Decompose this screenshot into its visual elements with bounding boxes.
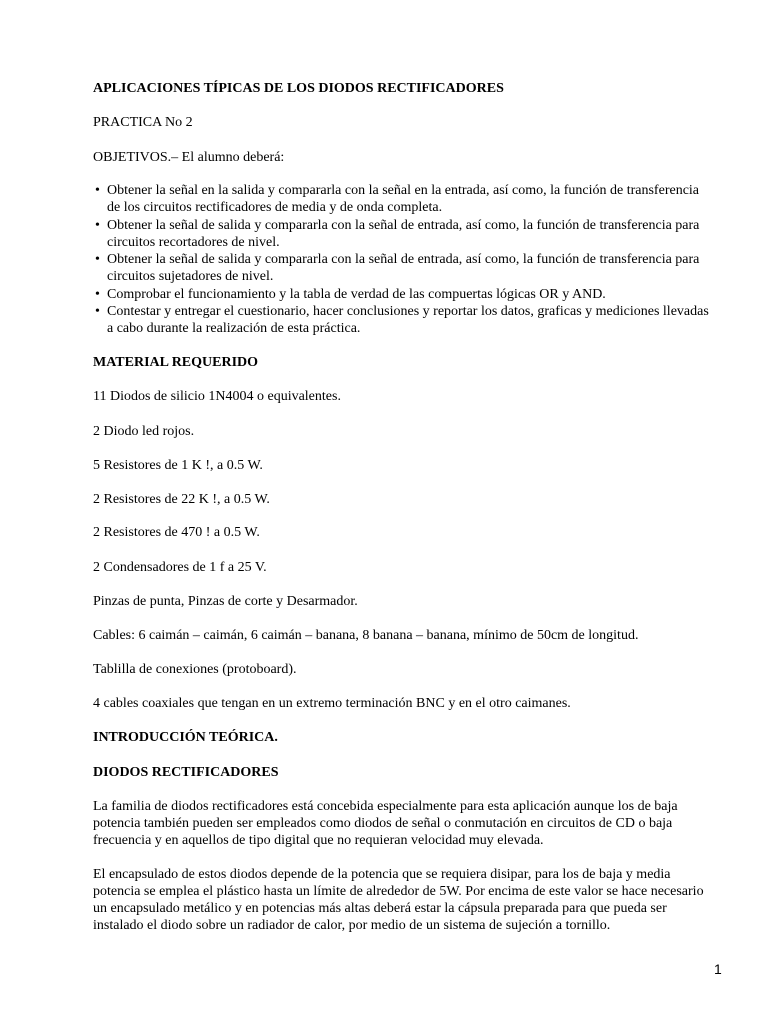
page-number: 1 [714, 961, 722, 977]
paragraph-line: frecuencia y en aquellos de tipo digital que no requieran velocidad muy elevada. [93, 833, 544, 848]
paragraph-line: potencia también pueden ser empleados como diodos de señal o conmutación en circuitos de CD o baja [93, 816, 673, 831]
objective-item-3-line1: Obtener la señal de salida y compararla con la señal de entrada, así como, la función de transferencia para [107, 252, 700, 267]
objectives-heading: OBJETIVOS.– El alumno deberá: [93, 150, 285, 165]
objective-item-1-line1: Obtener la señal en la salida y compararla con la señal en la entrada, así como, la función de transferencia [107, 183, 700, 198]
practice-number: PRACTICA No 2 [93, 115, 193, 130]
objective-item-5-line2: a cabo durante la realización de esta práctica. [107, 321, 361, 336]
material-item: 2 Resistores de 470 ! a 0.5 W. [93, 525, 260, 540]
paragraph-line: La familia de diodos rectificadores está concebida especialmente para esta aplicación aunque los de baja [93, 799, 678, 814]
objective-item-5-line1: Contestar y entregar el cuestionario, hacer conclusiones y reportar los datos, graficas y mediciones llevadas [107, 304, 709, 319]
bullet-marker: • [95, 287, 100, 302]
objective-item-2-line1: Obtener la señal de salida y compararla con la señal de entrada, así como, la función de transferencia para [107, 218, 700, 233]
paragraph-line: potencia se emplea el plástico hasta un límite de alrededor de 5W. Por encima de este valor se hace necesario [93, 884, 704, 899]
paragraph-line: El encapsulado de estos diodos depende de la potencia que se requiera disipar, para los de baja y media [93, 867, 671, 882]
material-item: 2 Resistores de 22 K !, a 0.5 W. [93, 492, 270, 507]
bullet-marker: • [95, 252, 100, 267]
material-item: Tablilla de conexiones (protoboard). [93, 662, 297, 677]
objective-item-4-line1: Comprobar el funcionamiento y la tabla de verdad de las compuertas lógicas OR y AND. [107, 287, 606, 302]
material-item: Pinzas de punta, Pinzas de corte y Desarmador. [93, 594, 358, 609]
intro-heading: INTRODUCCIÓN TEÓRICA. [93, 730, 278, 745]
material-item: 2 Diodo led rojos. [93, 424, 195, 439]
objective-item-1-line2: de los circuitos rectificadores de media y de onda completa. [107, 200, 443, 215]
material-item: 2 Condensadores de 1 f a 25 V. [93, 560, 267, 575]
material-heading: MATERIAL REQUERIDO [93, 355, 259, 370]
material-item: 5 Resistores de 1 K !, a 0.5 W. [93, 458, 263, 473]
bullet-marker: • [95, 304, 100, 319]
bullet-marker: • [95, 183, 100, 198]
objective-item-2-line2: circuitos recortadores de nivel. [107, 235, 280, 250]
document-title: APLICACIONES TÍPICAS DE LOS DIODOS RECTIFICADORES [93, 81, 504, 96]
material-item: 11 Diodos de silicio 1N4004 o equivalentes. [93, 389, 341, 404]
paragraph-line: instalado el diodo sobre un radiador de calor, por medio de un sistema de sujeción a tornillo. [93, 918, 611, 933]
objective-item-3-line2: circuitos sujetadores de nivel. [107, 269, 274, 284]
paragraph-line: un encapsulado metálico y en potencias más altas deberá estar la cápsula preparada para que pueda ser [93, 901, 667, 916]
material-item: Cables: 6 caimán – caimán, 6 caimán – banana, 8 banana – banana, mínimo de 50cm de longitud. [93, 628, 639, 643]
bullet-marker: • [95, 218, 100, 233]
diodes-heading: DIODOS RECTIFICADORES [93, 765, 279, 780]
material-item: 4 cables coaxiales que tengan en un extremo terminación BNC y en el otro caimanes. [93, 696, 571, 711]
